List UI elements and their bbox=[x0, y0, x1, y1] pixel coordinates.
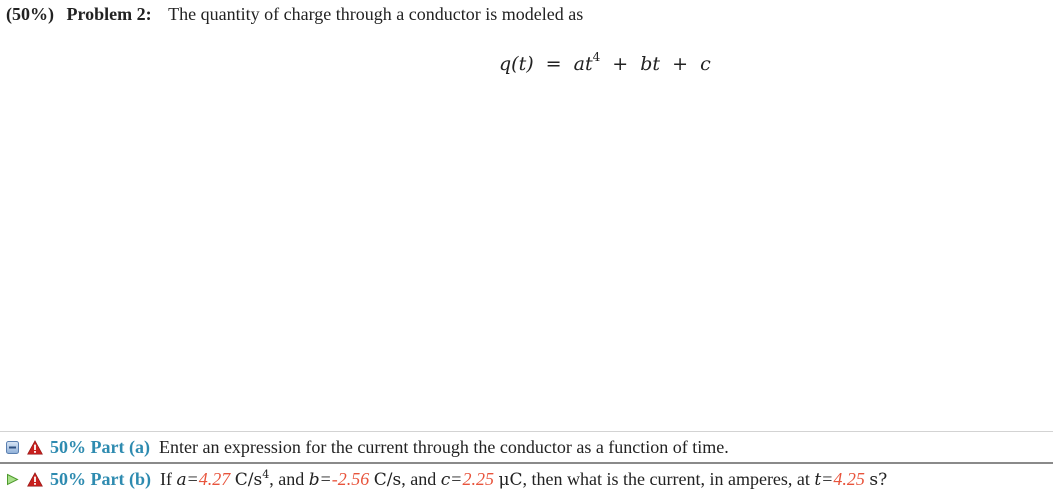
part-b-text bbox=[160, 468, 887, 490]
equation-term1-exponent: 4 bbox=[592, 50, 601, 64]
equals-b: = bbox=[320, 469, 331, 489]
charge-equation bbox=[499, 43, 711, 78]
value-a: 4.27 bbox=[198, 469, 231, 489]
problem-weight: (50%) bbox=[6, 4, 54, 24]
unit-a-exponent: 4 bbox=[262, 468, 270, 481]
equals-a: = bbox=[187, 469, 198, 489]
equals-c: = bbox=[451, 469, 462, 489]
unit-b: C/s bbox=[373, 470, 402, 490]
text-and-b: , and bbox=[269, 469, 305, 489]
equation-term3: c bbox=[700, 53, 711, 75]
warning-triangle-icon bbox=[27, 440, 43, 455]
text-and-c: , and bbox=[401, 469, 437, 489]
part-b-row[interactable] bbox=[0, 462, 1053, 494]
part-a-row[interactable] bbox=[0, 431, 1053, 462]
var-t: t bbox=[814, 470, 822, 490]
problem-label: Problem 2: bbox=[66, 4, 152, 24]
problem-description: The quantity of charge through a conductor is modeled as bbox=[168, 4, 584, 24]
equals-t: = bbox=[822, 469, 833, 489]
part-a-label: 50% Part (a) bbox=[50, 436, 150, 457]
play-triangle-icon[interactable] bbox=[6, 473, 19, 486]
part-b-label: 50% Part (b) bbox=[50, 468, 151, 489]
problem-header bbox=[6, 3, 583, 25]
value-b: -2.56 bbox=[331, 469, 370, 489]
equation-plus-1: + bbox=[612, 53, 629, 75]
equation-term2: bt bbox=[640, 53, 661, 75]
part-a-text: Enter an expression for the current through the conductor as a function of time. bbox=[158, 436, 729, 457]
text-if: If bbox=[159, 469, 172, 489]
unit-a-base: C/s bbox=[234, 470, 263, 490]
equation-lhs: q(t) bbox=[499, 53, 534, 75]
warning-triangle-icon bbox=[27, 472, 43, 487]
equation-plus-2: + bbox=[672, 53, 689, 75]
equation-equals: = bbox=[545, 53, 562, 75]
equation-term1: at bbox=[573, 53, 593, 75]
value-t: 4.25 bbox=[833, 469, 865, 489]
var-c: c bbox=[440, 470, 451, 490]
minus-box-icon[interactable] bbox=[6, 441, 19, 454]
unit-t: s? bbox=[869, 470, 888, 490]
var-b: b bbox=[308, 470, 320, 490]
text-then: , then what is the current, in amperes, at bbox=[522, 469, 810, 489]
var-a: a bbox=[176, 470, 187, 490]
unit-c: μC bbox=[498, 470, 523, 490]
unit-a bbox=[235, 470, 269, 490]
value-c: 2.25 bbox=[462, 469, 494, 489]
